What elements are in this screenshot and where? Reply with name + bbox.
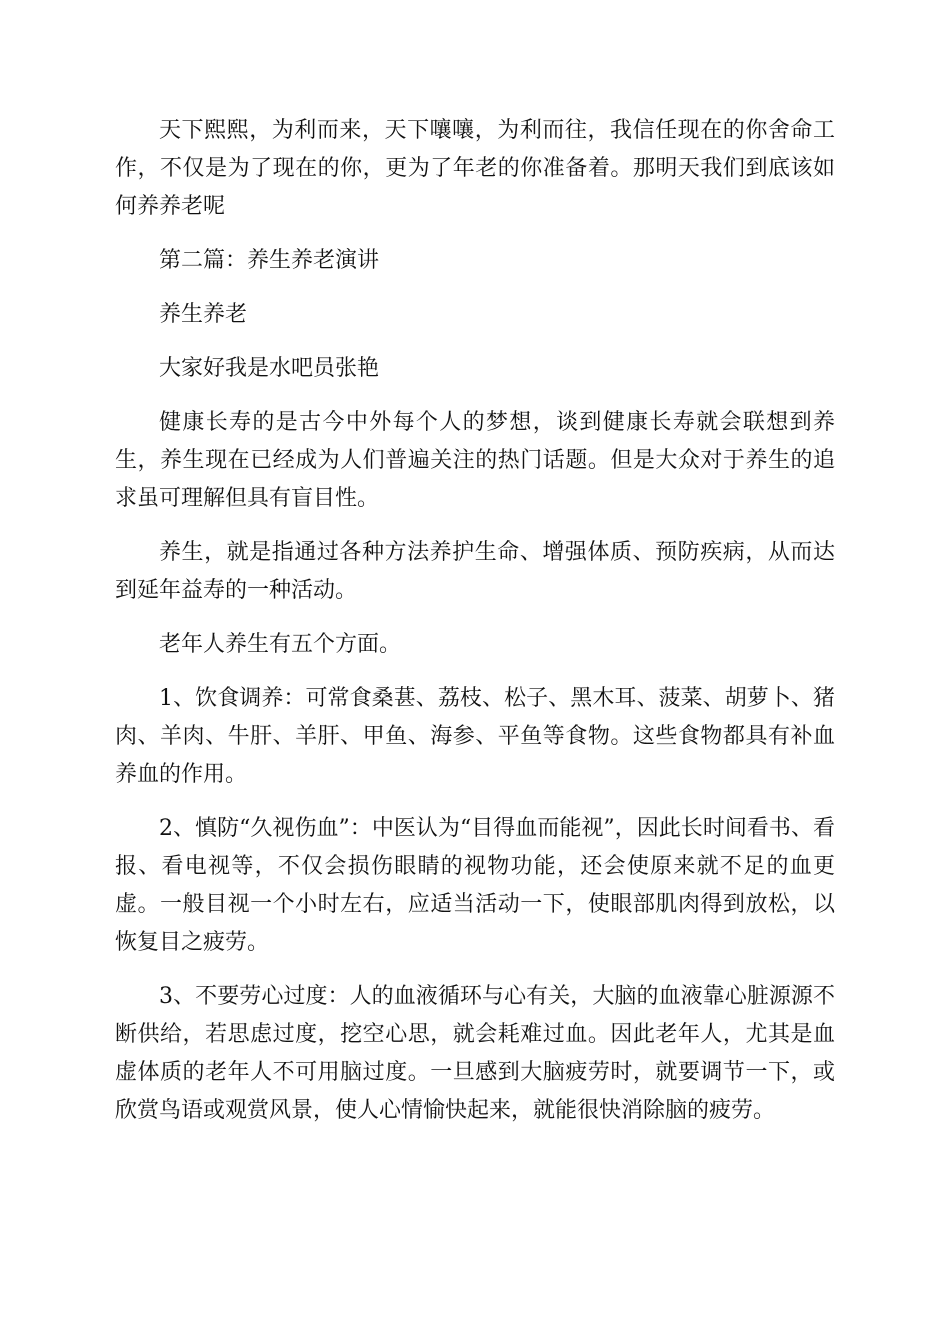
list-item-diet: 1、饮食调养：可常食桑葚、荔枝、松子、黑木耳、菠菜、胡萝卜、猪肉、羊肉、牛肝、羊肝、甲鱼、海参、平鱼等食物。这些食物都具有补血养血的作用。 bbox=[115, 686, 835, 787]
speaker-greeting: 大家好我是水吧员张艳 bbox=[159, 356, 380, 381]
section-heading: 第二篇：养生养老演讲 bbox=[159, 248, 380, 273]
document-body bbox=[115, 112, 835, 1146]
paragraph-intro: 天下熙熙，为利而来，天下嚷嚷，为利而往，我信任现在的你舍命工作，不仅是为了现在的你，更为了年老的你准备着。那明天我们到底该如何养养老呢 bbox=[115, 118, 835, 219]
list-item-mind: 3、不要劳心过度：人的血液循环与心有关，大脑的血液靠心脏源源不断供给，若思虑过度，挖空心思，就会耗难过血。因此老年人，尤其是血虚体质的老年人不可用脑过度。一旦感到大脑疲劳时，就要调节一下，或欣赏鸟语或观赏风景，使人心情愉快起来，就能很快消除脑的疲劳。 bbox=[115, 984, 835, 1123]
paragraph-definition: 养生，就是指通过各种方法养护生命、增强体质、预防疾病，从而达到延年益寿的一种活动。 bbox=[115, 540, 835, 603]
paragraph-five-aspects: 老年人养生有五个方面。 bbox=[159, 632, 402, 657]
paragraph-longevity: 健康长寿的是古今中外每个人的梦想，谈到健康长寿就会联想到养生，养生现在已经成为人们普遍关注的热门话题。但是大众对于养生的追求虽可理解但具有盲目性。 bbox=[115, 410, 835, 511]
speech-title: 养生养老 bbox=[159, 302, 248, 327]
list-item-eyes: 2、慎防“久视伤血”：中医认为“目得血而能视”，因此长时间看书、看报、看电视等，不仅会损伤眼睛的视物功能，还会使原来就不足的血更虚。一般目视一个小时左右，应适当活动一下，使眼部肌肉得到放松，以恢复目之疲劳。 bbox=[115, 816, 835, 955]
